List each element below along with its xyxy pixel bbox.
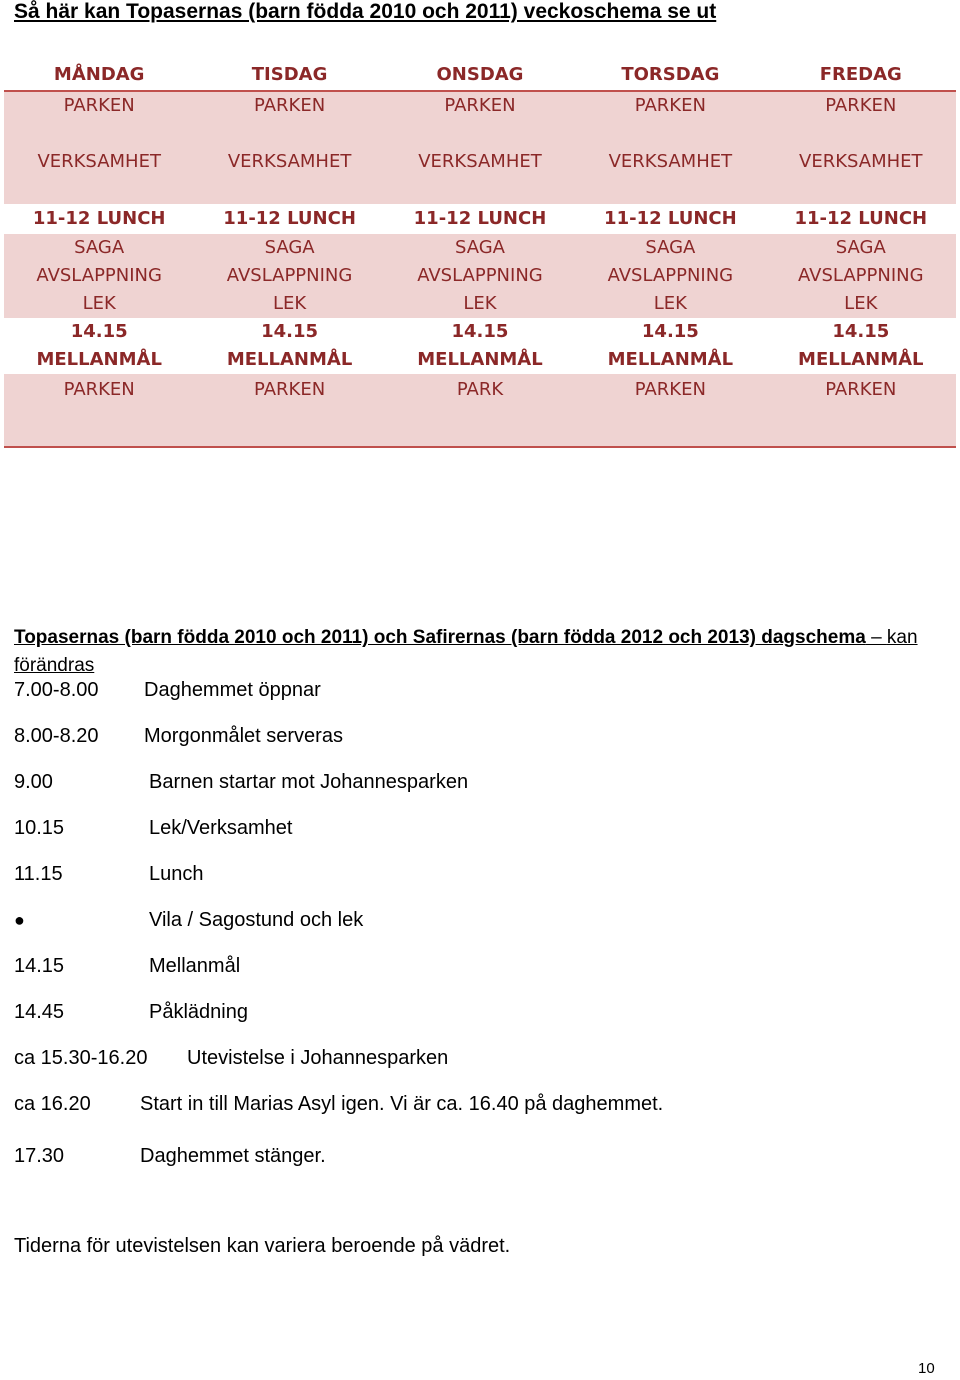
day-header-wednesday: ONSDAG: [385, 60, 575, 91]
table-cell: LEK: [766, 290, 956, 318]
table-row-verksamhet: [4, 120, 956, 204]
schedule-description: Daghemmet öppnar: [144, 679, 321, 701]
day-schedule-heading-dash: –: [865, 627, 887, 648]
schedule-description: Barnen startar mot Johannesparken: [149, 771, 469, 793]
table-cell: SAGA: [575, 234, 765, 262]
table-cell: PARKEN: [575, 91, 765, 120]
table-cell: VERKSAMHET: [766, 120, 956, 204]
table-cell: SAGA: [385, 234, 575, 262]
table-cell: PARKEN: [4, 374, 194, 447]
schedule-description: Lek/Verksamhet: [149, 817, 293, 839]
table-cell: AVSLAPPNING: [4, 262, 194, 290]
table-cell: AVSLAPPNING: [385, 262, 575, 290]
table-cell: 14.15: [194, 318, 384, 346]
table-cell: LEK: [194, 290, 384, 318]
schedule-time: 14.15: [14, 955, 65, 977]
schedule-description: Morgonmålet serveras: [144, 725, 343, 747]
table-cell: MELLANMÅL: [385, 346, 575, 374]
table-cell: MELLANMÅL: [4, 346, 194, 374]
table-cell: LEK: [575, 290, 765, 318]
table-cell: 11-12 LUNCH: [385, 204, 575, 234]
day-header-monday: MÅNDAG: [4, 60, 194, 91]
schedule-time: 8.00-8.20: [14, 725, 99, 747]
schedule-description: Vila / Sagostund och lek: [149, 909, 364, 931]
table-cell: 14.15: [766, 318, 956, 346]
table-row-mellanmal: [4, 346, 956, 374]
week-schedule-table: [4, 60, 956, 448]
table-row-saga: [4, 234, 956, 262]
table-cell: LEK: [385, 290, 575, 318]
table-cell: PARKEN: [4, 91, 194, 120]
table-cell: SAGA: [766, 234, 956, 262]
table-cell: PARK: [385, 374, 575, 447]
table-row-avslappning: [4, 262, 956, 290]
table-cell: 11-12 LUNCH: [766, 204, 956, 234]
table-row-lunch: [4, 204, 956, 234]
schedule-time: ca 15.30-16.20: [14, 1047, 148, 1069]
table-cell: PARKEN: [385, 91, 575, 120]
table-cell: MELLANMÅL: [194, 346, 384, 374]
schedule-time: 9.00: [14, 771, 53, 793]
table-cell: SAGA: [194, 234, 384, 262]
schedule-time: ca 16.20: [14, 1093, 91, 1115]
table-row-time: [4, 318, 956, 346]
table-cell: MELLANMÅL: [766, 346, 956, 374]
table-cell: 14.15: [575, 318, 765, 346]
page-title: Så här kan Topasernas (barn födda 2010 och 2011) veckoschema se ut: [14, 0, 717, 23]
schedule-time: 14.45: [14, 1001, 65, 1023]
day-header-friday: FREDAG: [766, 60, 956, 91]
day-header-tuesday: TISDAG: [194, 60, 384, 91]
table-row-parken-pm: [4, 374, 956, 447]
table-cell: PARKEN: [766, 91, 956, 120]
schedule-description: Påklädning: [149, 1001, 248, 1023]
table-cell: SAGA: [4, 234, 194, 262]
schedule-description: Mellanmål: [149, 955, 241, 977]
page-number: 10: [918, 1360, 935, 1377]
table-cell: MELLANMÅL: [575, 346, 765, 374]
schedule-description: Utevistelse i Johannesparken: [187, 1047, 449, 1069]
day-schedule-heading: [14, 624, 934, 680]
table-cell: LEK: [4, 290, 194, 318]
table-cell: VERKSAMHET: [575, 120, 765, 204]
schedule-description: Daghemmet stänger.: [140, 1145, 326, 1167]
table-row-parken-am: [4, 91, 956, 120]
table-cell: AVSLAPPNING: [575, 262, 765, 290]
schedule-description: Start in till Marias Asyl igen. Vi är ca. 16.40 på daghemmet.: [140, 1093, 664, 1115]
table-cell: 11-12 LUNCH: [4, 204, 194, 234]
table-header-row: [4, 60, 956, 91]
table-cell: VERKSAMHET: [4, 120, 194, 204]
day-schedule-heading-bold: Topasernas (barn födda 2010 och 2011) och Safirernas (barn födda 2012 och 2013) dagschema: [14, 627, 866, 648]
table-cell: 11-12 LUNCH: [194, 204, 384, 234]
table-cell: PARKEN: [194, 374, 384, 447]
day-schedule-heading-note: kan förändras: [14, 627, 918, 676]
bullet-icon: ●: [14, 910, 25, 930]
schedule-time: 17.30: [14, 1145, 65, 1167]
table-cell: PARKEN: [194, 91, 384, 120]
table-cell: VERKSAMHET: [385, 120, 575, 204]
schedule-time: 7.00-8.00: [14, 679, 99, 701]
table-cell: VERKSAMHET: [194, 120, 384, 204]
weather-note: Tiderna för utevistelsen kan variera beroende på vädret.: [14, 1235, 511, 1257]
table-cell: PARKEN: [575, 374, 765, 447]
day-header-thursday: TORSDAG: [575, 60, 765, 91]
table-cell: 11-12 LUNCH: [575, 204, 765, 234]
schedule-time: 10.15: [14, 817, 65, 839]
table-cell: PARKEN: [766, 374, 956, 447]
table-cell: AVSLAPPNING: [194, 262, 384, 290]
table-row-lek: [4, 290, 956, 318]
table-cell: AVSLAPPNING: [766, 262, 956, 290]
table-cell: 14.15: [385, 318, 575, 346]
schedule-description: Lunch: [149, 863, 204, 885]
schedule-time: 11.15: [14, 863, 63, 885]
table-cell: 14.15: [4, 318, 194, 346]
